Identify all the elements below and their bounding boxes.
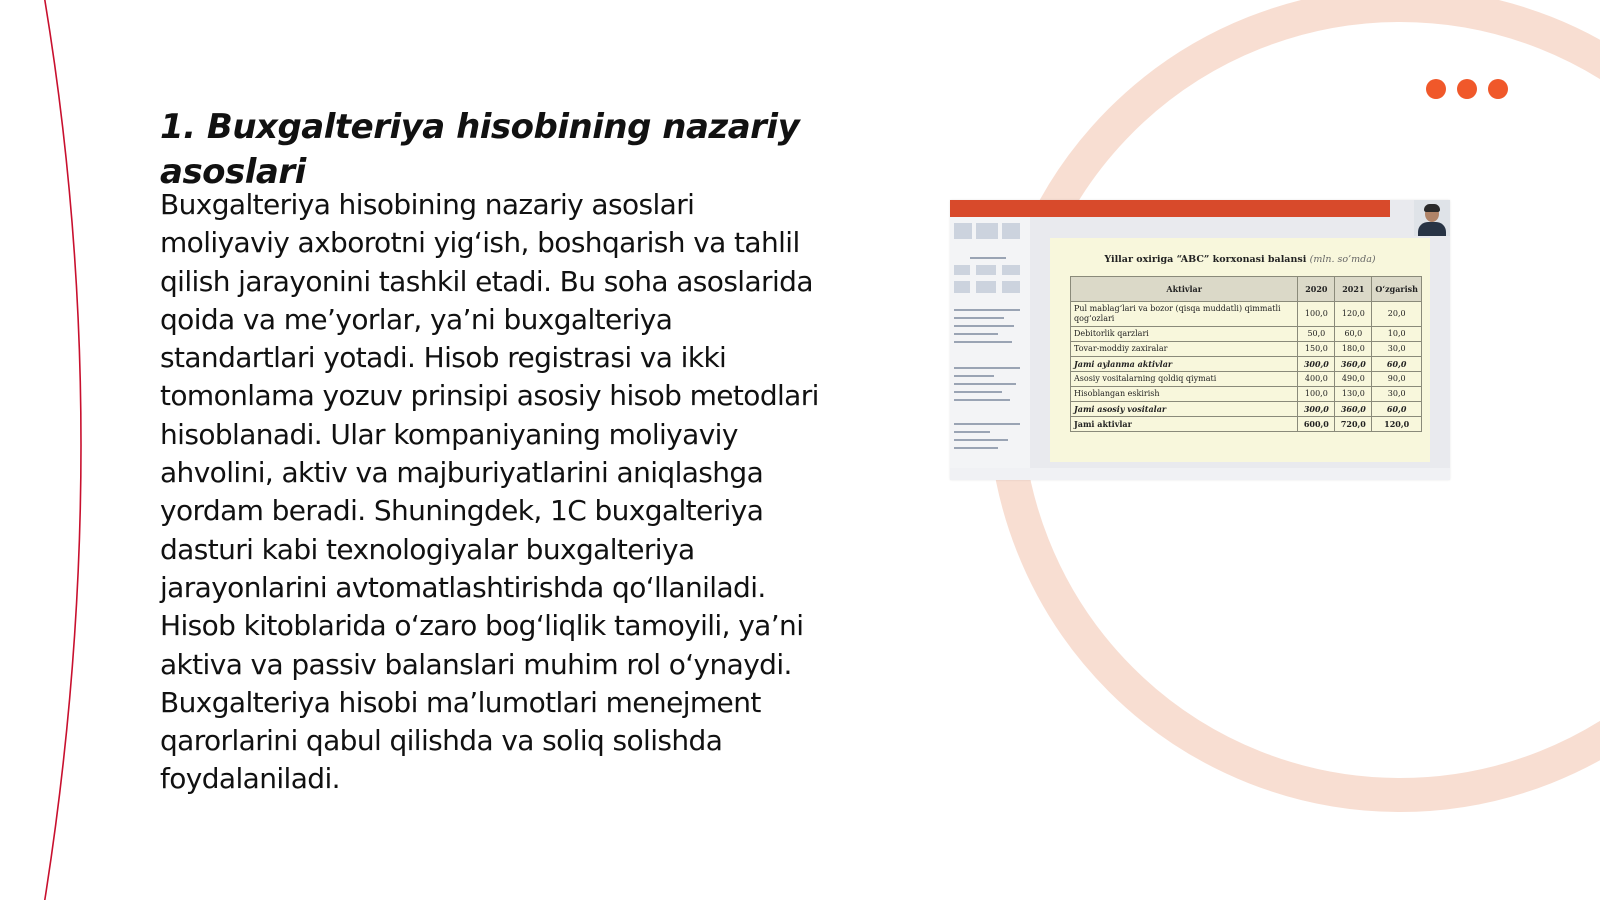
value-change: 60,0 xyxy=(1372,402,1422,417)
balance-caption-text: Yillar oxiriga “ABC” korxonasi balansi xyxy=(1104,254,1307,265)
balance-table xyxy=(1070,276,1422,432)
table-row xyxy=(1071,342,1422,357)
value-change: 20,0 xyxy=(1372,302,1422,327)
value-2020: 100,0 xyxy=(1298,387,1335,402)
row-label: Tovar-moddiy zaxiralar xyxy=(1071,342,1298,357)
value-change: 30,0 xyxy=(1372,387,1422,402)
value-2020: 150,0 xyxy=(1298,342,1335,357)
value-2021: 120,0 xyxy=(1335,302,1372,327)
table-row xyxy=(1071,357,1422,372)
value-change: 60,0 xyxy=(1372,357,1422,372)
value-2021: 360,0 xyxy=(1335,357,1372,372)
webcam-overlay xyxy=(1414,200,1450,236)
value-2021: 720,0 xyxy=(1335,417,1372,432)
slide-title: 1. Buxgalteriya hisobining nazariy asoslari xyxy=(160,107,800,192)
value-2020: 100,0 xyxy=(1298,302,1335,327)
row-label: Asosiy vositalarning qoldiq qiymati xyxy=(1071,372,1298,387)
screenshot-document-page xyxy=(1050,238,1430,462)
table-row xyxy=(1071,402,1422,417)
balance-caption xyxy=(1050,254,1430,265)
value-2021: 130,0 xyxy=(1335,387,1372,402)
table-row xyxy=(1071,372,1422,387)
row-label: Pul mablag‘lari va bozor (qisqa muddatli) qimmatli qog‘ozlari xyxy=(1071,302,1298,327)
value-2021: 490,0 xyxy=(1335,372,1372,387)
screenshot-toolbar xyxy=(950,200,1390,217)
value-change: 120,0 xyxy=(1372,417,1422,432)
row-label: Debitorlik qarzlari xyxy=(1071,327,1298,342)
table-header: 2020 xyxy=(1298,277,1335,302)
value-change: 30,0 xyxy=(1372,342,1422,357)
row-label: Hisoblangan eskirish xyxy=(1071,387,1298,402)
balance-unit: (mln. so’mda) xyxy=(1309,254,1376,265)
value-2020: 600,0 xyxy=(1298,417,1335,432)
value-2020: 50,0 xyxy=(1298,327,1335,342)
table-row xyxy=(1071,302,1422,327)
table-header: O‘zgarish xyxy=(1372,277,1422,302)
embedded-screenshot xyxy=(950,200,1450,480)
row-label: Jami aktivlar xyxy=(1071,417,1298,432)
left-curve-line xyxy=(44,0,81,900)
table-row xyxy=(1071,417,1422,432)
row-label: Jami aylanma aktivlar xyxy=(1071,357,1298,372)
value-2021: 60,0 xyxy=(1335,327,1372,342)
value-2021: 180,0 xyxy=(1335,342,1372,357)
table-row xyxy=(1071,327,1422,342)
dot-icon xyxy=(1488,79,1508,99)
value-2020: 400,0 xyxy=(1298,372,1335,387)
table-header: 2021 xyxy=(1335,277,1372,302)
table-header: Aktivlar xyxy=(1071,277,1298,302)
value-2020: 300,0 xyxy=(1298,402,1335,417)
value-change: 10,0 xyxy=(1372,327,1422,342)
value-2021: 360,0 xyxy=(1335,402,1372,417)
value-change: 90,0 xyxy=(1372,372,1422,387)
screenshot-status-bar xyxy=(950,468,1450,480)
slide-body-text: Buxgalteriya hisobining nazariy asoslari moliyaviy axborotni yig‘ish, boshqarish va tahlil qilish jarayonini tashkil etadi. Bu soha asoslarida qoida va me’yorlar, ya’ni buxgalteriya standartlari yotadi. Hisob registrasi va ikki tomonlama yozuv prinsipi asosiy hisob metodlari hisoblanadi. Ular kompaniyaning moliyaviy ahvolini, aktiv va majburiyatlarini aniqlashga yordam beradi. Shuningdek, 1C buxgalteriya dasturi kabi texnologiyalar buxgalteriya jarayonlarini avtomatlashtirishda qo‘llaniladi. Hisob kitoblarida o‘zaro bog‘liqlik tamoyili, ya’ni aktiva va passiv balanslari muhim rol o‘ynaydi. Buxgalteriya hisobi ma’lumotlari menejment qarorlarini qabul qilishda va soliq solishda foydalaniladi. xyxy=(160,188,819,796)
dot-icon xyxy=(1457,79,1477,99)
table-row xyxy=(1071,387,1422,402)
screenshot-thumbnail-panel xyxy=(950,217,1030,480)
dot-icon xyxy=(1426,79,1446,99)
row-label: Jami asosiy vositalar xyxy=(1071,402,1298,417)
value-2020: 300,0 xyxy=(1298,357,1335,372)
menu-dots xyxy=(1426,79,1508,99)
